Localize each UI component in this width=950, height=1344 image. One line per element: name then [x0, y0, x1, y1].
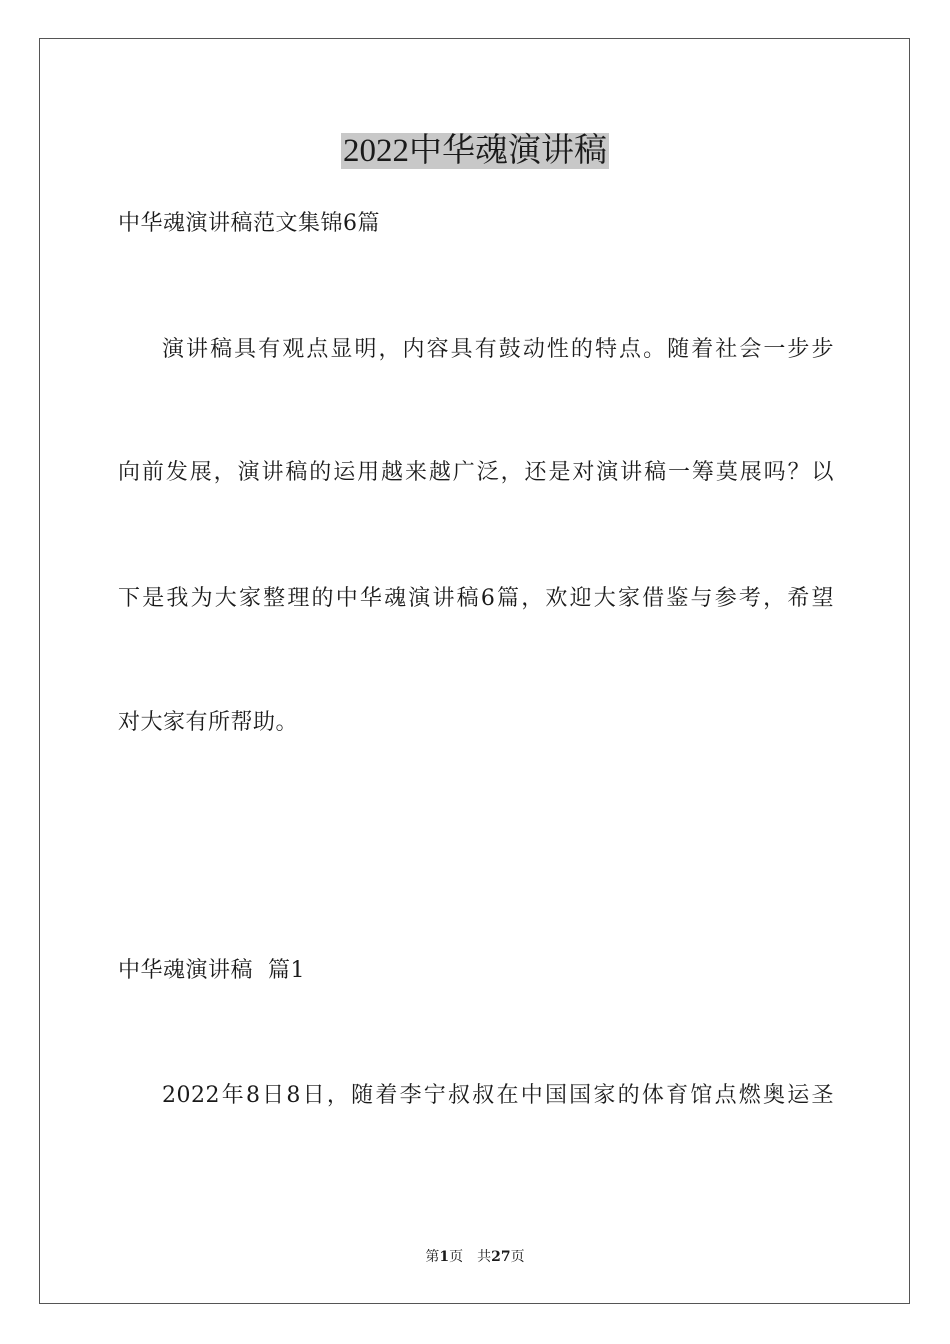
intro-paragraph-line-2: 向前发展，演讲稿的运用越来越广泛，还是对演讲稿一筹莫展吗？以: [118, 460, 834, 485]
intro-paragraph-line-4: 对大家有所帮助。: [118, 710, 299, 735]
footer-page-prefix: 第: [425, 1249, 440, 1265]
section-heading: 中华魂演讲稿 篇1: [118, 958, 305, 983]
document-title-text: 2022中华魂演讲稿: [343, 133, 607, 169]
intro-paragraph-line-3: 下是我为大家整理的中华魂演讲稿6篇，欢迎大家借鉴与参考，希望: [118, 586, 834, 611]
footer-page-suffix: 页: [449, 1249, 464, 1265]
footer-total-pages: 27: [491, 1249, 511, 1265]
footer-total-suffix: 页: [510, 1249, 525, 1265]
footer-page-number: 1: [439, 1249, 450, 1265]
page-footer: [0, 1247, 950, 1267]
intro-paragraph-line-1: 演讲稿具有观点显明，内容具有鼓动性的特点。随着社会一步步: [162, 337, 834, 362]
section-paragraph-line-1: 2022年8日8日，随着李宁叔叔在中国国家的体育馆点燃奥运圣: [162, 1083, 834, 1108]
document-title: [0, 128, 950, 173]
footer-total-prefix: 共: [477, 1249, 492, 1265]
document-subtitle: 中华魂演讲稿范文集锦6篇: [118, 211, 380, 236]
